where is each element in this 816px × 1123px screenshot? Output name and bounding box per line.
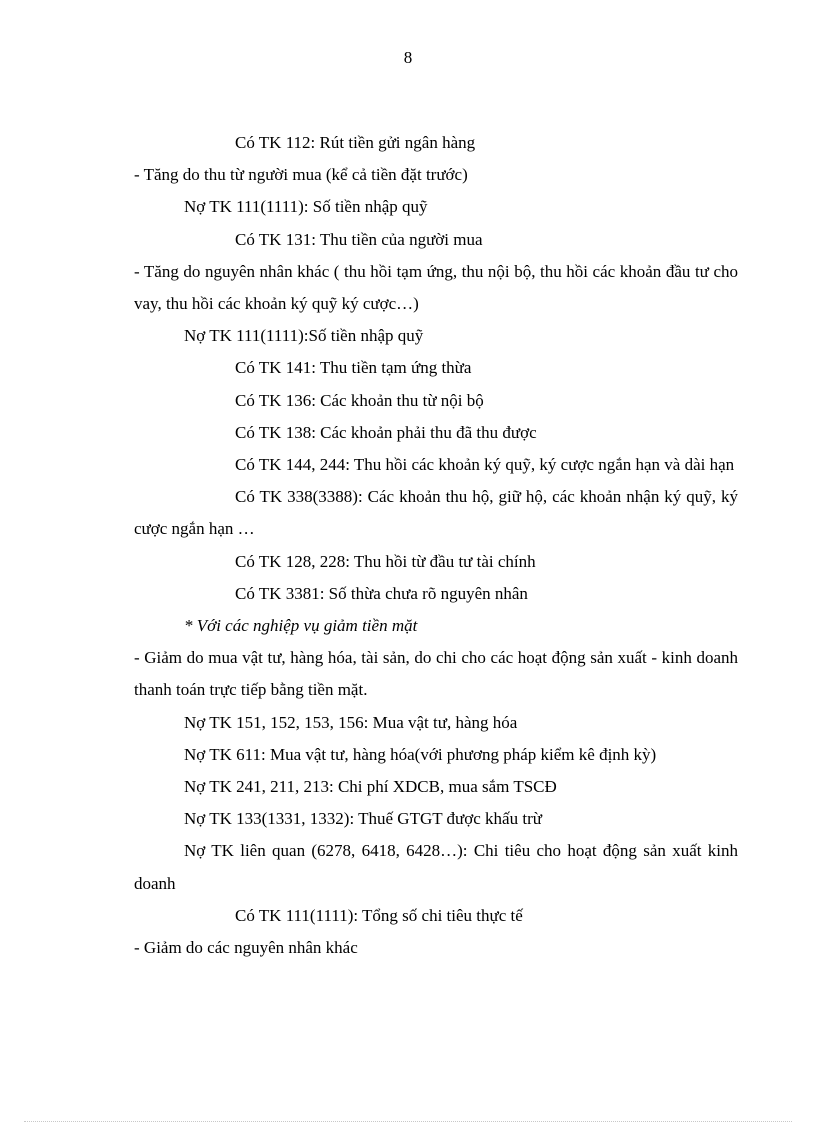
entry-credit-144-244: Có TK 144, 244: Thu hồi các khoản ký quỹ, ký cược ngắn hạn và dài hạn — [235, 455, 735, 475]
entry-credit-128-228: Có TK 128, 228: Thu hồi từ đầu tư tài chính — [235, 551, 536, 571]
entry-credit-131: Có TK 131: Thu tiền của người mua — [235, 229, 483, 249]
section-heading-cash-decrease: * Với các nghiệp vụ giảm tiền mặt — [184, 616, 418, 636]
page-bottom-divider — [24, 1121, 792, 1122]
page-number: 8 — [403, 48, 413, 67]
entry-debit-133: Nợ TK 133(1331, 1332): Thuế GTGT được khấu trừ — [184, 809, 542, 829]
bullet-decrease-purchases: - Giảm do mua vật tư, hàng hóa, tài sản, do chi cho các hoạt động sản xuất - kinh doanh thanh toán trực tiếp bằng tiền mặt. — [134, 648, 738, 700]
entry-debit-241-213: Nợ TK 241, 211, 213: Chi phí XDCB, mua sắm TSCĐ — [184, 777, 557, 797]
entry-credit-111-total: Có TK 111(1111): Tổng số chi tiêu thực tế — [235, 905, 523, 925]
entry-credit-136: Có TK 136: Các khoản thu từ nội bộ — [235, 390, 484, 410]
entry-debit-111-other: Nợ TK 111(1111):Số tiền nhập quỹ — [184, 326, 424, 346]
entry-credit-138: Có TK 138: Các khoản phải thu đã thu được — [235, 422, 537, 442]
entry-credit-141: Có TK 141: Thu tiền tạm ứng thừa — [235, 358, 472, 378]
bullet-increase-other-causes: - Tăng do nguyên nhân khác ( thu hồi tạm ứng, thu nội bộ, thu hồi các khoản đầu tư cho vay, thu hồi các khoản ký quỹ ký cược…) — [134, 261, 738, 314]
bullet-increase-from-buyers: - Tăng do thu từ người mua (kể cả tiền đặt trước) — [134, 165, 468, 185]
entry-debit-related: Nợ TK liên quan (6278, 6418, 6428…): Chi tiêu cho hoạt động sản xuất kinh doanh — [134, 841, 738, 893]
document-body — [134, 127, 738, 964]
entry-debit-151-156: Nợ TK 151, 152, 153, 156: Mua vật tư, hàng hóa — [184, 712, 518, 732]
entry-debit-611: Nợ TK 611: Mua vật tư, hàng hóa(với phương pháp kiểm kê định kỳ) — [184, 744, 657, 764]
entry-credit-3381: Có TK 3381: Số thừa chưa rõ nguyên nhân — [235, 583, 528, 603]
entry-debit-111-buyers: Nợ TK 111(1111): Số tiền nhập quỹ — [184, 197, 428, 217]
bullet-decrease-other-causes: - Giảm do các nguyên nhân khác — [134, 938, 358, 958]
entry-credit-112: Có TK 112: Rút tiền gửi ngân hàng — [235, 133, 476, 152]
entry-credit-338: Có TK 338(3388): Các khoản thu hộ, giữ hộ, các khoản nhận ký quỹ, ký cược ngắn hạn … — [134, 487, 738, 539]
